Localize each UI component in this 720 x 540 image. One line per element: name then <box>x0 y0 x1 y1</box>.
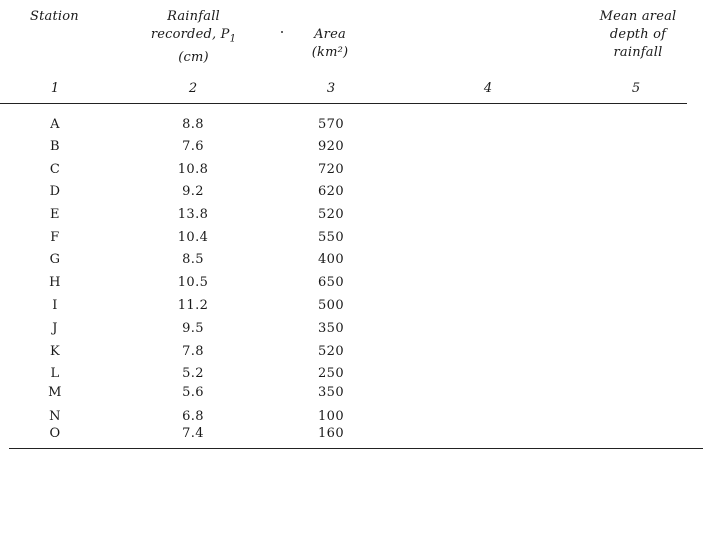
station-cell: L <box>50 366 60 381</box>
area-cell: 550 <box>317 230 345 245</box>
area-cell: 100 <box>317 409 345 424</box>
station-cell: M <box>48 385 62 400</box>
area-cell: 570 <box>317 117 345 132</box>
column-number-4: 4 <box>483 81 493 96</box>
station-cell: E <box>50 207 60 222</box>
station-cell: N <box>49 409 61 424</box>
area-cell: 400 <box>317 252 345 267</box>
station-cell: H <box>49 275 61 290</box>
station-cell: I <box>52 298 58 313</box>
column-number-3: 3 <box>326 81 336 96</box>
header-area-label: Area <box>314 27 346 42</box>
area-cell: 920 <box>317 139 345 154</box>
station-cell: B <box>50 139 60 154</box>
station-cell: F <box>50 230 60 245</box>
rainfall-cell: 7.4 <box>182 426 204 441</box>
area-cell: 650 <box>317 275 345 290</box>
rainfall-cell: 5.6 <box>182 385 204 400</box>
area-cell: 720 <box>317 162 345 177</box>
bottom-rule <box>9 448 703 449</box>
area-cell: 500 <box>317 298 345 313</box>
rainfall-cell: 9.5 <box>182 321 204 336</box>
rainfall-cell: 5.2 <box>182 366 204 381</box>
area-cell: 250 <box>317 366 345 381</box>
column-number-5: 5 <box>631 81 641 96</box>
stray-dot-mark <box>281 31 283 33</box>
station-cell: J <box>52 321 58 336</box>
header-area <box>290 26 370 62</box>
rainfall-cell: 8.5 <box>182 252 204 267</box>
rainfall-cell: 7.8 <box>182 344 204 359</box>
rainfall-cell: 11.2 <box>177 298 209 313</box>
header-mean-line1: Mean areal <box>599 9 677 24</box>
station-cell: C <box>49 162 61 177</box>
column-number-1: 1 <box>50 81 60 96</box>
station-cell: O <box>49 426 61 441</box>
header-rainfall-unit: (cm) <box>178 49 209 65</box>
area-cell: 520 <box>317 344 345 359</box>
area-cell: 350 <box>317 321 345 336</box>
rainfall-cell: 9.2 <box>182 184 204 199</box>
header-station <box>30 8 79 26</box>
header-rainfall-subscript: 1 <box>229 33 237 45</box>
station-cell: G <box>49 252 61 267</box>
area-cell: 160 <box>317 426 345 441</box>
header-area-unit: (km²) <box>311 45 349 60</box>
header-rule <box>0 103 687 104</box>
rainfall-cell: 13.8 <box>177 207 209 222</box>
header-rainfall-line1: Rainfall <box>167 9 220 24</box>
header-rainfall-line2 <box>126 26 261 49</box>
rainfall-cell: 6.8 <box>182 409 204 424</box>
header-mean-line3: rainfall <box>613 45 663 60</box>
rainfall-cell: 10.5 <box>177 275 209 290</box>
area-cell: 520 <box>317 207 345 222</box>
rainfall-cell: 10.8 <box>177 162 209 177</box>
column-number-2: 2 <box>188 81 198 96</box>
station-cell: A <box>50 117 60 132</box>
header-mean <box>583 8 693 62</box>
area-cell: 350 <box>317 385 345 400</box>
rainfall-cell: 10.4 <box>177 230 209 245</box>
header-rainfall <box>126 8 261 67</box>
rainfall-cell: 7.6 <box>182 139 204 154</box>
header-rainfall-text: recorded, P <box>150 27 230 42</box>
header-mean-line2: depth of <box>609 27 667 42</box>
rainfall-cell: 8.8 <box>182 117 204 132</box>
header-station-label: Station <box>30 9 79 24</box>
station-cell: D <box>49 184 61 199</box>
station-cell: K <box>49 344 61 359</box>
area-cell: 620 <box>317 184 345 199</box>
